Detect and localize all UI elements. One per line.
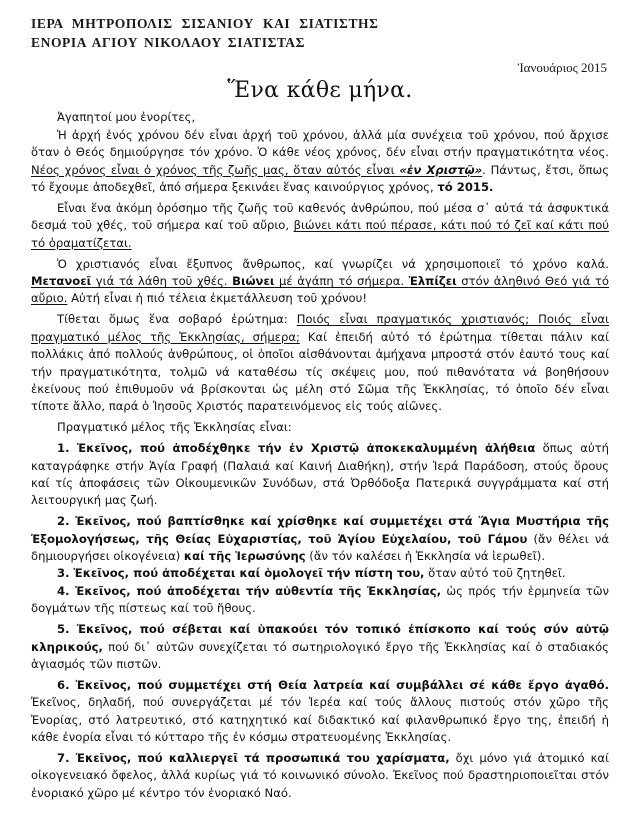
list-item-1-rest: ὅπως αὐτή καταγράφηκε στήν Ἁγία Γραφή (Παλαιά καί Καινή Διαθήκη), στήν Ἱερά Παράδοση, στούς ὅρους καί τίς ἀποφάσεις τῶν Οἰκουμενικῶν Συνόδων, στά Ὀρθόδοξα Πατερικά συγγράμματα καί στή λειτουργική μας ζωή. (31, 441, 609, 508)
p3-segment-a: Ὁ χριστιανός εἶναι ἔξυπνος ἄνθρωπος, καί γνωρίζει νά χρησιμοποιεῖ τό χρόνο καλά. (57, 256, 609, 271)
paragraph-5-lead-in: Πραγματικό μέλος τῆς Ἐκκλησίας εἶναι: (57, 420, 292, 435)
list-item-7-rest: ὄχι μόνο γιά ἀτομικό καί οἰκογενειακό ὄφελος, ἀλλά κυρίως γιά τό κοινωνικό σύνολο. Ἐκεῖνος πού δραστηριοποιεῖται στόν ἐνοριακό χῶρο μέ κέντρο τόν ἐνοριακό Ναό. (31, 751, 609, 800)
list-item-7-number: 7. (57, 751, 70, 766)
list-item-2-number: 2. (57, 514, 70, 529)
p1-segment-a: Ἡ ἀρχή ἑνός χρόνου δέν εἶναι ἀρχή τοῦ χρόνου, ἀλλά μία συνέχεια τοῦ χρόνου, πού ἄρχισε ὅταν ὁ Θεός δημιούργησε τόν χρόνο. Ὁ κάθε νέος χρόνος, δέν εἶναι στήν πραγματικότητα νέος. (31, 127, 609, 160)
p3-emphasis-vionei: Βιώνει (232, 273, 275, 288)
list-item-2 (31, 513, 609, 565)
page-title: Ἕνα κάθε μήνα. (227, 78, 413, 104)
paragraph-2 (31, 200, 609, 252)
salutation: Ἀγαπητοί μου ἐνορίτες, (57, 110, 196, 125)
list-item-2-rest: (ἄν θέλει νά δημιουργήσει οἰκογένεια) (31, 531, 609, 564)
p4-segment-a: Τίθεται ὅμως ἕνα σοβαρό ἐρώτημα: (57, 312, 297, 327)
p4-underlined-question: Ποιός εἶναι πραγματικός χριστιανός; Ποιός εἶναι πραγματικό μέλος τῆς Ἐκκλησίας, σήμερα; (31, 312, 609, 344)
list-item-4-number: 4. (57, 583, 70, 598)
paragraph-1 (31, 127, 609, 197)
masthead-line-diocese: ΙΕΡΑ ΜΗΤΡΟΠΟΛΙΣ ΣΙΣΑΝΙΟΥ ΚΑΙ ΣΙΑΤΙΣΤΗΣ (31, 16, 379, 31)
p3-emphasis-elpizei: Ἐλπίζει (408, 273, 457, 288)
list-item-1 (31, 440, 609, 510)
list-item-2-bold-lead: Ἐκεῖνος, πού βαπτίσθηκε καί χρίσθηκε καί συμμετέχει στά Ἅγια Μυστήρια τῆς Ἐξομολογήσεως, τῆς Θείας Εὐχαριστίας, τοῦ Ἁγίου Εὐχελαίου, τοῦ Γάμου (31, 514, 609, 546)
list-item-5-rest: πού δι᾽ αὐτῶν συνεχίζεται τό σωτηριολογικό ἔργο τῆς Ἐκκλησίας καί ὁ σταδιακός ἁγιασμός τῶν πιστῶν. (31, 639, 609, 671)
list-item-5-bold-lead: Ἐκεῖνος, πού σέβεται καί ὑπακούει τόν τοπικό ἐπίσκοπο καί τούς σύν αὐτῷ κληρικούς, (31, 622, 609, 654)
list-item-4-rest: ὡς πρός τήν ἑρμηνεία τῶν δογμάτων τῆς πίστεως καί τοῦ ἤθους. (31, 583, 610, 616)
p3-emphasis-metanoei: Μετανοεῖ (31, 273, 92, 288)
list-item-3 (31, 565, 609, 582)
paragraph-4 (31, 311, 609, 415)
list-item-3-rest: ὅταν αὐτό τοῦ ζητηθεῖ. (424, 566, 566, 581)
p2-segment-a: Εἶναι ἕνα ἀκόμη ὁρόσημο τῆς ζωῆς τοῦ καθενός ἀνθρώπου, πού μέσα σ᾽ αὐτά τά ἀσφυκτικά δεσμά τοῦ χθές, τοῦ σήμερα καί τοῦ αὔριο, (31, 200, 609, 233)
masthead-line-parish: ΕΝΟΡΙΑ ΑΓΙΟΥ ΝΙΚΟΛΑΟΥ ΣΙΑΤΙΣΤΑΣ (31, 35, 306, 51)
issue-date: Ἰανουάριος 2015 (517, 60, 607, 76)
p3-underlined-2: μέ ἀγάπη τό σήμερα. (274, 273, 409, 288)
list-item-2-bold-mid: καί τῆς Ἱερωσύνης (183, 549, 306, 564)
p1-year-emphasis: τό 2015. (437, 179, 494, 194)
list-item-3-number: 3. (57, 566, 70, 581)
list-item-6-bold-lead: Ἐκεῖνος, πού συμμετέχει στή Θεία λατρεία καί συμβάλλει σέ κάθε ἔργο ἀγαθό. (69, 677, 609, 692)
list-item-4 (31, 583, 609, 618)
paragraph-3 (31, 256, 609, 308)
list-item-1-bold-lead: Ἐκεῖνος, πού ἀποδέχθηκε τήν ἐν Χριστῷ ἀποκεκαλυμμένη ἀλήθεια (69, 441, 536, 456)
list-item-6 (31, 677, 609, 747)
list-item-6-number: 6. (57, 677, 70, 692)
p3-underlined-3: στόν ἀληθινό Θεό γιά τό αὔριο. (31, 273, 609, 306)
p3-segment-end: Αὐτή εἶναι ἡ πιό τέλεια ἐκμετάλλευση τοῦ χρόνου! (67, 291, 368, 306)
list-item-4-bold-lead: Ἐκεῖνος, πού ἀποδέχεται τήν αὐθεντία τῆς Ἐκκλησίας, (69, 583, 442, 598)
list-item-5 (31, 621, 609, 673)
list-item-1-number: 1. (57, 441, 70, 456)
list-item-2-rest2: (ἄν τόν καλέσει ἡ Ἐκκλησία νά ἱερωθεῖ). (305, 549, 546, 564)
list-item-6-rest: Ἐκεῖνος, δηλαδή, πού συνεργάζεται μέ τόν Ἱερέα καί τούς ἄλλους πιστούς στόν χῶρο τῆς Ἐνορίας, στό λατρευτικό, στό κατηχητικό καί διδακτικό καί φιλανθρωπικό ἔργο της, ἐπειδή ἡ κάθε ἐνορία εἶναι τό κύτταρο τῆς ἐν κόσμω στρατευομένης Ἐκκλησίας. (31, 695, 609, 745)
list-item-5-number: 5. (57, 622, 70, 637)
list-item-3-bold-lead: Ἐκεῖνος, πού ἀποδέχεται καί ὁμολογεῖ τήν πίστη του, (69, 566, 425, 581)
p2-underlined: βιώνει κάτι πού πέρασε, κάτι πού τό ζεῖ καί κάτι πού τό ὁραματίζεται. (31, 218, 609, 250)
p3-underlined-1: γιά τά λάθη τοῦ χθές. (91, 273, 233, 288)
masthead (31, 14, 609, 52)
body-text (31, 109, 609, 802)
list-item-7-bold-lead: Ἐκεῖνος, πού καλλιεργεῖ τά προσωπικά του χαρίσματα, (69, 751, 450, 766)
list-item-7 (31, 750, 609, 802)
p1-quote-en-christo: «ἐν Χριστῷ» (399, 162, 483, 177)
p1-underlined: Νέος χρόνος εἶναι ὁ χρόνος τῆς ζωῆς μας, ὅταν αὐτός εἶναι (31, 162, 400, 177)
p4-segment-b: Καί ἐπειδή αὐτό τό ἐρώτημα τίθεται πάλιν καί πολλάκις ἀπό πολλούς ἀνθρώπους, οἱ ὁποῖοι αἰσθάνονται ἀμήχανα μπροστά στόν ἑαυτό τους καί τήν πραγματικότητα, τολμῶ νά καταθέσω τίς σκέψεις μου, πού πιθανότατα νά βοηθήσουν ἐκείνους πού ἐπιθυμοῦν νά βρίσκονται ὡς μέλη στό Σῶμα τῆς Ἐκκλησίας, τό ὁποῖο δέν εἶναι τίποτε ἄλλο, παρά ὁ Ἰησοῦς Χριστός παρατεινόμενος εἰς τούς αἰῶνες. (31, 329, 609, 414)
p1-segment-b: . Πάντως, ἔτσι, ὅπως τό ἔχουμε ἀποδεχθεῖ, ἀπό σήμερα ξεκινάει ἕνας καινούργιος χρόνος, (31, 162, 610, 194)
